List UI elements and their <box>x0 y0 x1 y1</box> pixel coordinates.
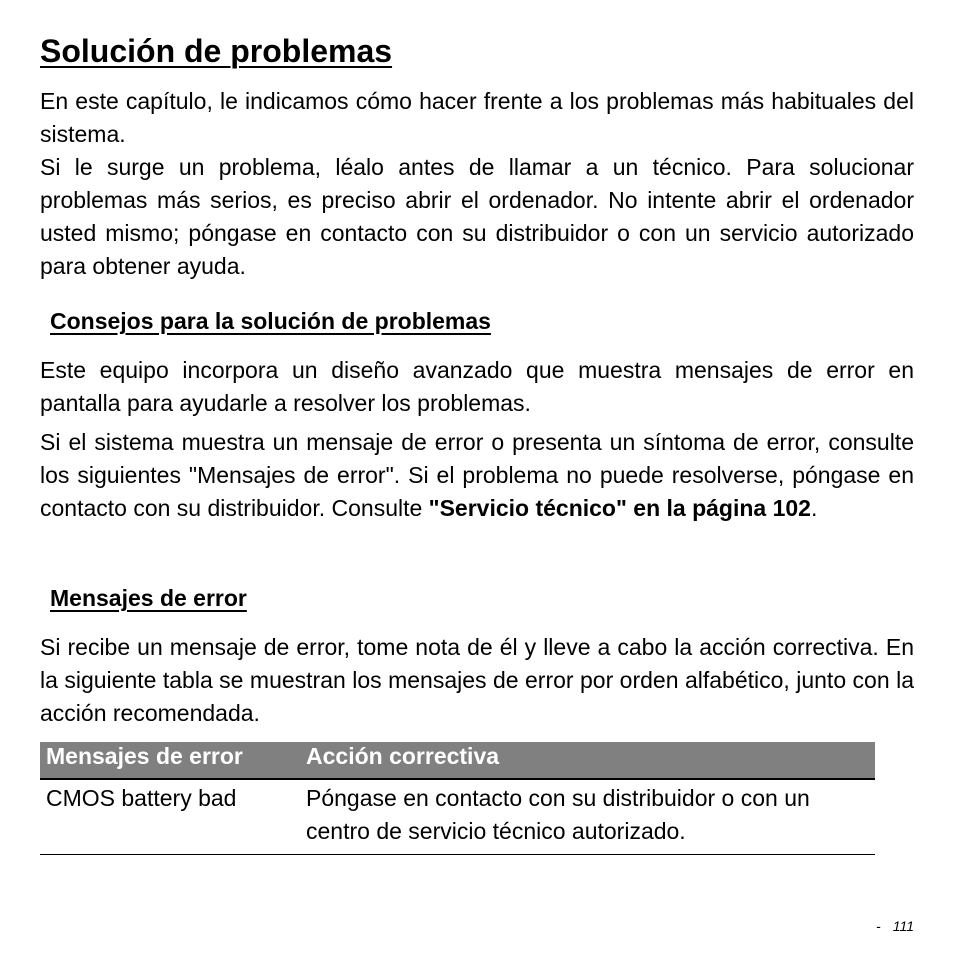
table-row <box>40 779 875 855</box>
error-messages-paragraph: Si recibe un mensaje de error, tome nota de él y lleve a cabo la acción correctiva. En la siguiente tabla se muestran los mensajes de error por orden alfabético, junto con la acción recomendada. <box>40 634 914 726</box>
corrective-action-cell: Póngase en contacto con su distribuidor o con un centro de servicio técnico autorizado. <box>300 779 875 855</box>
page-title: Solución de problemas <box>40 33 393 69</box>
intro-paragraph-1: En este capítulo, le indicamos cómo hacer frente a los problemas más habituales del sistema. <box>40 88 914 147</box>
footer-dash: - <box>876 918 881 934</box>
tips-paragraph-2-end: . <box>810 495 818 521</box>
page-number: 111 <box>892 918 914 934</box>
error-table <box>40 742 875 855</box>
error-table-header-row <box>40 742 875 779</box>
section-heading-troubleshooting-tips: Consejos para la solución de problemas <box>50 308 491 334</box>
error-table-header-action: Acción correctiva <box>300 742 875 779</box>
error-message-cell: CMOS battery bad <box>40 779 300 855</box>
page-footer <box>876 918 914 934</box>
tips-paragraph-2 <box>40 426 914 525</box>
section-heading-error-messages: Mensajes de error <box>50 585 247 611</box>
technical-service-link[interactable]: "Servicio técnico" en la página 102 <box>428 495 811 521</box>
tips-paragraph-2-text: Si el sistema muestra un mensaje de error o presenta un síntoma de error, consulte los siguientes "Mensajes de error". Si el problema no puede resolverse, póngase en contacto con su distribuidor. Consulte <box>40 429 914 521</box>
tips-paragraph-1: Este equipo incorpora un diseño avanzado que muestra mensajes de error en pantalla para ayudarle a resolver los problemas. <box>40 357 914 416</box>
error-table-header-messages: Mensajes de error <box>40 742 300 779</box>
intro-paragraph-2: Si le surge un problema, léalo antes de llamar a un técnico. Para solucionar problemas más serios, es preciso abrir el ordenador. No intente abrir el ordenador usted mismo; póngase en contacto con su distribuidor o con un servicio autorizado para obtener ayuda. <box>40 154 914 279</box>
